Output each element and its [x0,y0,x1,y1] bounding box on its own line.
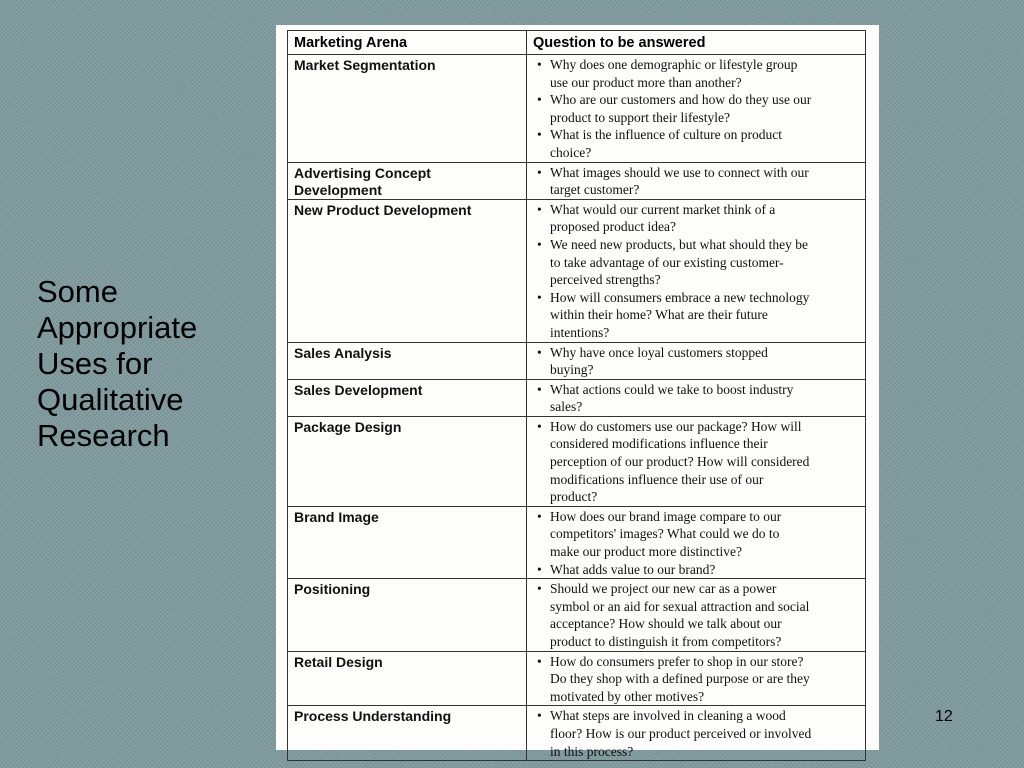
arena-label-line: Process Understanding [294,708,452,725]
arena-cell [288,342,527,379]
table-row [288,579,866,651]
question-line: symbol or an aid for sexual attraction and social [550,598,810,614]
arena-label-line: Sales Development [294,381,423,398]
question-item [550,508,859,561]
arena-cell [288,416,527,506]
question-item [550,289,859,342]
question-line: • What actions could we take to boost industry [550,381,794,397]
page-number: 12 [935,708,953,725]
arena-label-line: New Product Development [294,201,472,218]
question-line: sales? [550,399,583,415]
question-line: target customer? [550,182,640,198]
question-line: choice? [550,144,592,160]
question-item [550,91,859,126]
table-row [288,55,866,163]
arena-label-line: Brand Image [294,508,379,525]
arena-cell [288,651,527,706]
scanned-document [276,25,879,759]
question-line: • What steps are involved in cleaning a wood [550,708,786,724]
question-item [550,164,859,199]
slide-title [37,274,267,454]
question-list [533,707,859,760]
question-item [550,126,859,161]
question-item [550,381,859,416]
question-item [550,418,859,506]
question-list [533,381,859,416]
question-line: product to support their lifestyle? [550,109,730,125]
question-cell [527,706,866,761]
arena-label-line: Positioning [294,581,371,598]
arena-cell [288,706,527,761]
arena-cell [288,506,527,578]
arena-cell [288,379,527,416]
question-line: • What images should we use to connect with our [550,164,809,180]
question-list [533,56,859,162]
slide-title-line: Appropriate [37,310,198,345]
question-cell [527,162,866,199]
table-row [288,651,866,706]
question-list [533,344,859,379]
question-line: considered modifications influence their [550,436,768,452]
question-line: • How do customers use our package? How will [550,418,802,434]
question-list [533,201,859,342]
arena-label-line: Package Design [294,418,402,435]
question-line: • What would our current market think of a [550,201,776,217]
question-line: • Why have once loyal customers stopped [550,344,768,360]
question-line: to take advantage of our existing customer- [550,254,784,270]
question-item [550,707,859,760]
question-item [550,653,859,706]
question-item [550,344,859,379]
question-line: within their home? What are their future [550,307,768,323]
question-list [533,580,859,650]
header-marketing-arena: Marketing Arena [288,31,527,55]
question-line: floor? How is our product perceived or involved [550,725,812,741]
question-line: • How will consumers embrace a new technology [550,289,810,305]
table-row [288,162,866,199]
question-item [550,561,859,579]
arena-label-line: Advertising Concept [294,164,431,181]
question-line: use our product more than another? [550,74,742,90]
slide-title-line: Research [37,418,170,453]
question-item [550,236,859,289]
question-list [533,418,859,506]
question-line: buying? [550,362,594,378]
arena-cell [288,55,527,163]
question-line: intentions? [550,324,610,340]
table-row [288,416,866,506]
question-cell [527,342,866,379]
question-line: product? [550,489,598,505]
question-cell [527,199,866,342]
question-list [533,508,859,578]
table-row [288,379,866,416]
question-list [533,653,859,706]
question-cell [527,416,866,506]
slide-title-line: Some [37,274,118,309]
question-line: • Why does one demographic or lifestyle group [550,57,798,72]
question-line: • Should we project our new car as a power [550,581,777,597]
marketing-arena-table [287,30,866,761]
arena-label-line: Market Segmentation [294,57,436,73]
question-line: proposed product idea? [550,219,676,235]
question-line: perception of our product? How will considered [550,454,810,470]
question-line: make our product more distinctive? [550,544,742,560]
question-item [550,56,859,91]
table-row [288,199,866,342]
table-row [288,342,866,379]
question-cell [527,506,866,578]
table-body [288,55,866,761]
question-list [533,164,859,199]
arena-cell [288,199,527,342]
question-cell [527,55,866,163]
question-item [550,201,859,236]
arena-label-line: Sales Analysis [294,344,392,361]
question-line: perceived strengths? [550,272,661,288]
question-cell [527,651,866,706]
question-cell [527,379,866,416]
question-line: motivated by other motives? [550,688,705,704]
arena-label-line: Retail Design [294,653,383,670]
question-line: • How does our brand image compare to our [550,508,782,524]
question-line: Do they shop with a defined purpose or are they [550,671,810,687]
question-cell [527,579,866,651]
question-line: • We need new products, but what should they be [550,236,808,252]
slide-title-line: Qualitative [37,382,184,417]
slide-title-line: Uses for [37,346,153,381]
table-header-row [288,31,866,55]
question-line: • How do consumers prefer to shop in our store? [550,653,804,669]
arena-label-line: Development [294,181,382,198]
question-line: • What adds value to our brand? [550,561,716,577]
arena-cell [288,162,527,199]
question-item [550,580,859,650]
table-row [288,706,866,761]
question-line: in this process? [550,743,634,759]
question-line: competitors' images? What could we do to [550,526,780,542]
arena-cell [288,579,527,651]
header-question: Question to be answered [527,31,866,55]
table-row [288,506,866,578]
question-line: product to distinguish it from competitors? [550,634,782,649]
question-line: modifications influence their use of our [550,471,764,487]
question-line: • What is the influence of culture on product [550,127,783,143]
question-line: • Who are our customers and how do they use our [550,92,812,108]
question-line: acceptance? How should we talk about our [550,616,782,632]
